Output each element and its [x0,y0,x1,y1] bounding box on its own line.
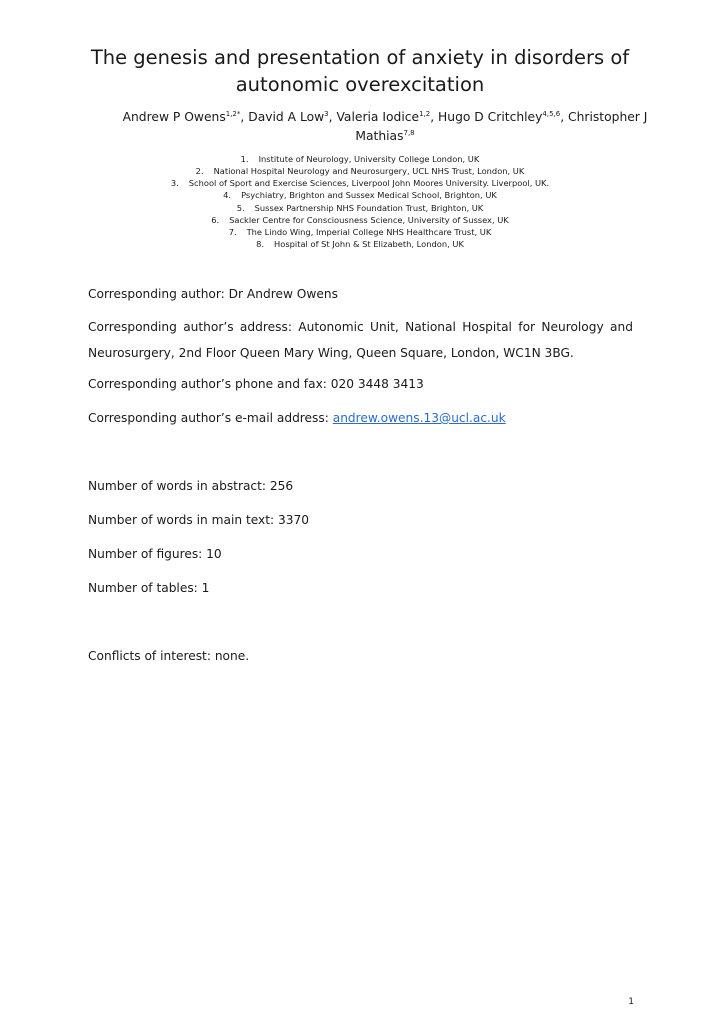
affiliation-item [0,202,720,214]
author [336,110,438,124]
author-separator: , [328,110,337,124]
author [438,110,568,124]
affiliation-number: 5. [236,202,245,213]
email-link[interactable]: andrew.owens.13@ucl.ac.uk [332,411,506,425]
author-name: David A Low [248,110,325,124]
author [123,110,249,124]
author-name: Hugo D Critchley [438,110,543,124]
paper-title: The genesis and presentation of anxiety in disorders of autonomic overexcitation [90,46,630,96]
author-name: Christopher J Mathias [355,110,648,143]
affiliation-text: Sackler Centre for Consciousness Science, University of Sussex, UK [229,214,509,225]
figure-count: Number of figures: 10 [88,547,222,561]
author-list [110,108,660,146]
table-count: Number of tables: 1 [88,581,210,595]
author-name: Valeria Iodice [336,110,420,124]
author-affiliation-marker: 1,2* [225,110,241,118]
corresponding-email [88,405,633,431]
author-affiliation-marker: 4,5,6 [542,110,561,118]
affiliation-number: 7. [228,226,237,237]
affiliation-item [0,214,720,226]
author-name: Andrew P Owens [122,110,226,124]
author-affiliation-marker: 1,2 [419,110,431,118]
affiliation-number: 3. [170,178,179,189]
affiliation-number: 6. [211,214,220,225]
author [248,110,336,124]
affiliation-number: 8. [256,239,265,250]
email-label: Corresponding author’s e-mail address: [88,411,333,425]
affiliation-number: 2. [195,166,204,177]
corresponding-author: Corresponding author: Dr Andrew Owens [88,287,338,301]
corresponding-phone: Corresponding author’s phone and fax: 020 3448 3413 [88,377,424,391]
affiliation-item [0,177,720,189]
corresponding-address: Corresponding author’s address: Autonomic Unit, National Hospital for Neurology and Neurosurgery, 2nd Floor Queen Mary Wing, Queen Square, London, WC1N 3BG. [88,320,633,360]
affiliation-item [0,238,720,250]
page-number: 1 [628,997,634,1007]
author-affiliation-marker: 3 [324,110,329,118]
affiliation-text: Psychiatry, Brighton and Sussex Medical School, Brighton, UK [241,190,497,201]
affiliation-number: 4. [223,190,232,201]
affiliation-text: The Lindo Wing, Imperial College NHS Healthcare Trust, UK [246,226,492,237]
affiliation-text: National Hospital Neurology and Neurosurgery, UCL NHS Trust, London, UK [213,166,525,177]
main-text-word-count: Number of words in main text: 3370 [88,513,309,527]
author-separator: , [240,110,249,124]
conflicts-of-interest: Conflicts of interest: none. [88,649,250,663]
affiliation-item [0,165,720,177]
affiliation-item [0,189,720,201]
affiliation-text: Institute of Neurology, University College London, UK [258,154,480,164]
affiliation-item [0,226,720,238]
affiliation-text: School of Sport and Exercise Sciences, Liverpool John Moores University. Liverpool, UK. [188,178,550,189]
abstract-word-count: Number of words in abstract: 256 [88,479,294,493]
affiliation-text: Hospital of St John & St Elizabeth, London, UK [274,239,464,250]
affiliation-text: Sussex Partnership NHS Foundation Trust, Brighton, UK [254,202,484,213]
affiliation-list [0,153,720,250]
author-affiliation-marker: 7,8 [403,129,415,137]
affiliation-number: 1. [240,154,249,164]
author-separator: , [430,110,439,124]
author-separator: , [560,110,569,124]
affiliation-item [0,153,720,165]
